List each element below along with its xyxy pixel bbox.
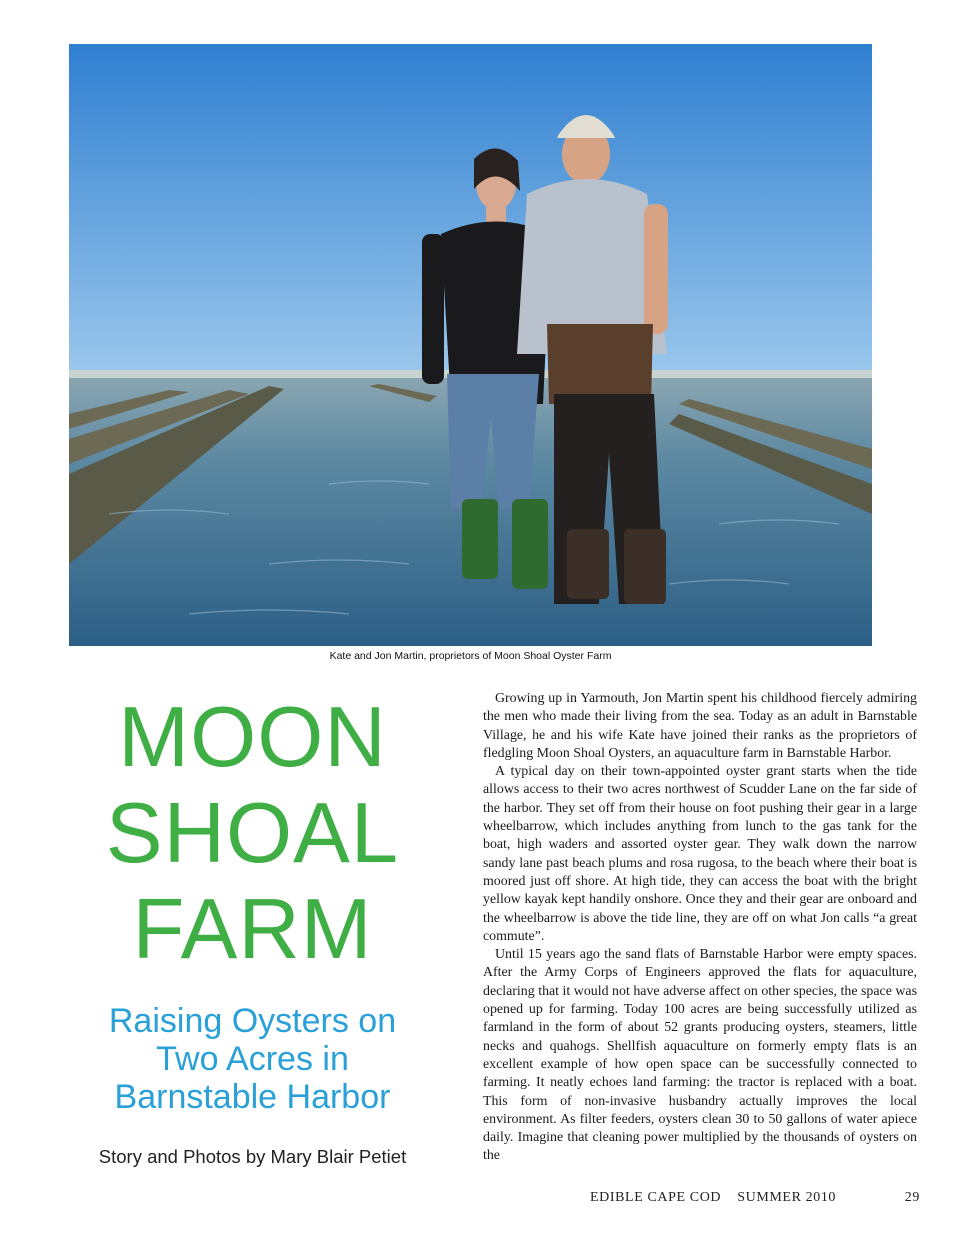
title-block — [80, 690, 425, 1168]
subtitle-line-3: Barnstable Harbor — [114, 1078, 391, 1116]
article-title — [80, 690, 425, 978]
photo-caption: Kate and Jon Martin, proprietors of Moon Shoal Oyster Farm — [329, 650, 612, 662]
cover-photo — [69, 44, 872, 646]
article-body — [483, 690, 917, 1166]
article-subtitle — [80, 1002, 425, 1116]
subtitle-line-1: Raising Oysters on — [108, 1002, 397, 1040]
article-paragraph-3: Until 15 years ago the sand flats of Barnstable Harbor were empty spaces. After the Army Corps of Engineers approved the flats for aquaculture, declaring that it would not have adverse affect on other species, the space was opened up for farming. Today 100 acres are being successfully utilized as farmland in the form of about 52 grants producing oysters, steamers, little necks and quahogs. Shellfish aquaculture on formerly empty flats is an excellent example of how open space can be successfully connected to farming. It neatly echoes land farming: the tractor is replaced with a boat. This form of non-invasive husbandry actually improves the local environment. As filter feeders, oysters clean 30 to 50 gallons of water apiece daily. Imagine that cleaning power multiplied by the thousands of oysters on the — [483, 947, 917, 1164]
page-footer — [590, 1190, 920, 1206]
publication-name: EDIBLE CAPE COD — [590, 1190, 722, 1205]
article-paragraph-1: Growing up in Yarmouth, Jon Martin spent his childhood fiercely admiring the men who made their living from the sea. Today as an adult in Barnstable Village, he and his wife Kate have joined their ranks as the proprietors of fledgling Moon Shoal Oysters, an aquaculture farm in Barnstable Harbor. — [483, 691, 917, 761]
oyster-farm-photo-image — [69, 44, 872, 646]
title-line-3: FARM — [132, 882, 373, 977]
title-line-1: MOON — [118, 690, 387, 785]
issue-label: SUMMER 2010 — [737, 1190, 837, 1205]
title-line-2: SHOAL — [105, 786, 400, 881]
subtitle-line-2: Two Acres in — [156, 1040, 349, 1078]
article-paragraph-2: A typical day on their town-appointed oyster grant starts when the tide allows access to their two acres northwest of Scudder Lane on the far side of the harbor. They set off from their house on foot pushing their gear in a large wheelbarrow, which includes anything from lunch to the gas tank for the boat, high waders and assorted oyster gear. They walk down the narrow sandy lane past beach plums and rosa rugosa, to the beach where their boat is moored just off shore. At high tide, they can access the boat with the bright yellow kayak kept handily onshore. Once they and their gear are onboard and the wheelbarrow is above the tide line, they are off on what Jon calls “a great commute”. — [483, 764, 917, 944]
footer-publication-info — [590, 1190, 848, 1206]
page-number: 29 — [904, 1190, 920, 1205]
byline: Story and Photos by Mary Blair Petiet — [98, 1146, 407, 1167]
